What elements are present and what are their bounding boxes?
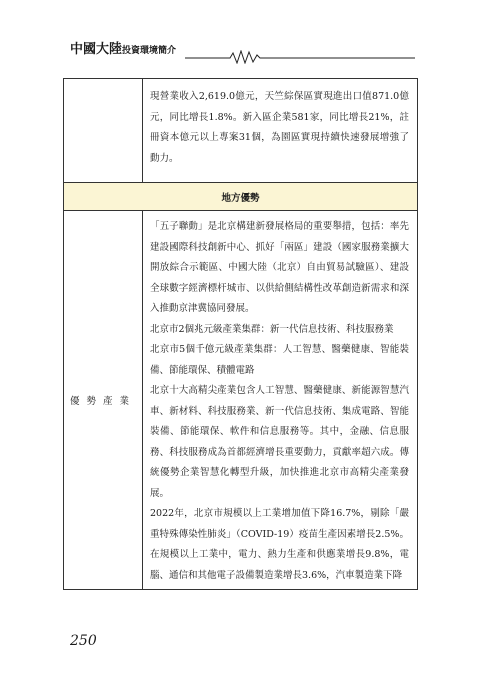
paragraph-2022-industry: 2022年，北京市規模以上工業增加值下降16.7%，剔除「嚴重特殊傳染性肺炎」（COVID-19）疫苗生產因素增長2.5%。在規模以上工業中，電力、熱力生產和供應業增長9.8%，電腦、通信和其他電子設備製造業增長3.6%，汽車製造業下降: [150, 508, 409, 581]
column-divider: [142, 211, 143, 589]
column-divider: [142, 79, 143, 182]
table-row-advantages: [64, 211, 417, 589]
page-number: 250: [70, 633, 97, 649]
page-header: [70, 36, 415, 66]
section-title: 地方優勢: [221, 192, 260, 204]
table-row-top: [64, 79, 417, 183]
header-title-sub: 投資環境簡介: [122, 46, 177, 56]
advantages-content: [150, 217, 409, 586]
paragraph-five-linkage: 「五子聯動」是北京構建新發展格局的重要舉措，包括：率先建設國際科技創新中心、抓好「兩區」建設（國家服務業擴大開放綜合示範區、中國大陸（北京）自由貿易試驗區）、建設全球數字經濟標杆城市、以供給側結構性改革創造新需求和深入推動京津冀協同發展。: [150, 221, 409, 314]
header-title-main: 中國大陸: [70, 42, 123, 57]
section-header-row: [64, 183, 417, 211]
paragraph-high-tech-industries: 北京十大高精尖產業包含人工智慧、醫藥健康、新能源智慧汽車、新材料、科技服務業、新一代信息技術、集成電路、智能裝備、節能環保、軟件和信息服務等。其中，金融、信息服務、科技服務成為首都經濟增長重要動力，貢獻率超六成。傳統優勢企業智慧化轉型升級，加快推進北京市高精尖產業發展。: [150, 385, 409, 499]
side-label: 優勢產業: [69, 396, 136, 407]
top-row-text: 現營業收入2,619.0億元，天竺綜保區實現進出口值871.0億元，同比增長1.8%。新入區企業581家，同比增長21%，註冊資本億元以上專案31個，為園區實現持續快速發展增強了動力。: [150, 91, 409, 164]
paragraph-hundred-billion-clusters: 北京市5個千億元級產業集群：人工智慧、醫藥健康、智能裝備、節能環保、積體電路: [150, 344, 409, 376]
info-table: [63, 78, 418, 590]
paragraph-trillion-clusters: 北京市2個兆元級產業集群：新一代信息技術、科技服務業: [150, 323, 394, 335]
heartbeat-line-icon: [70, 50, 415, 64]
